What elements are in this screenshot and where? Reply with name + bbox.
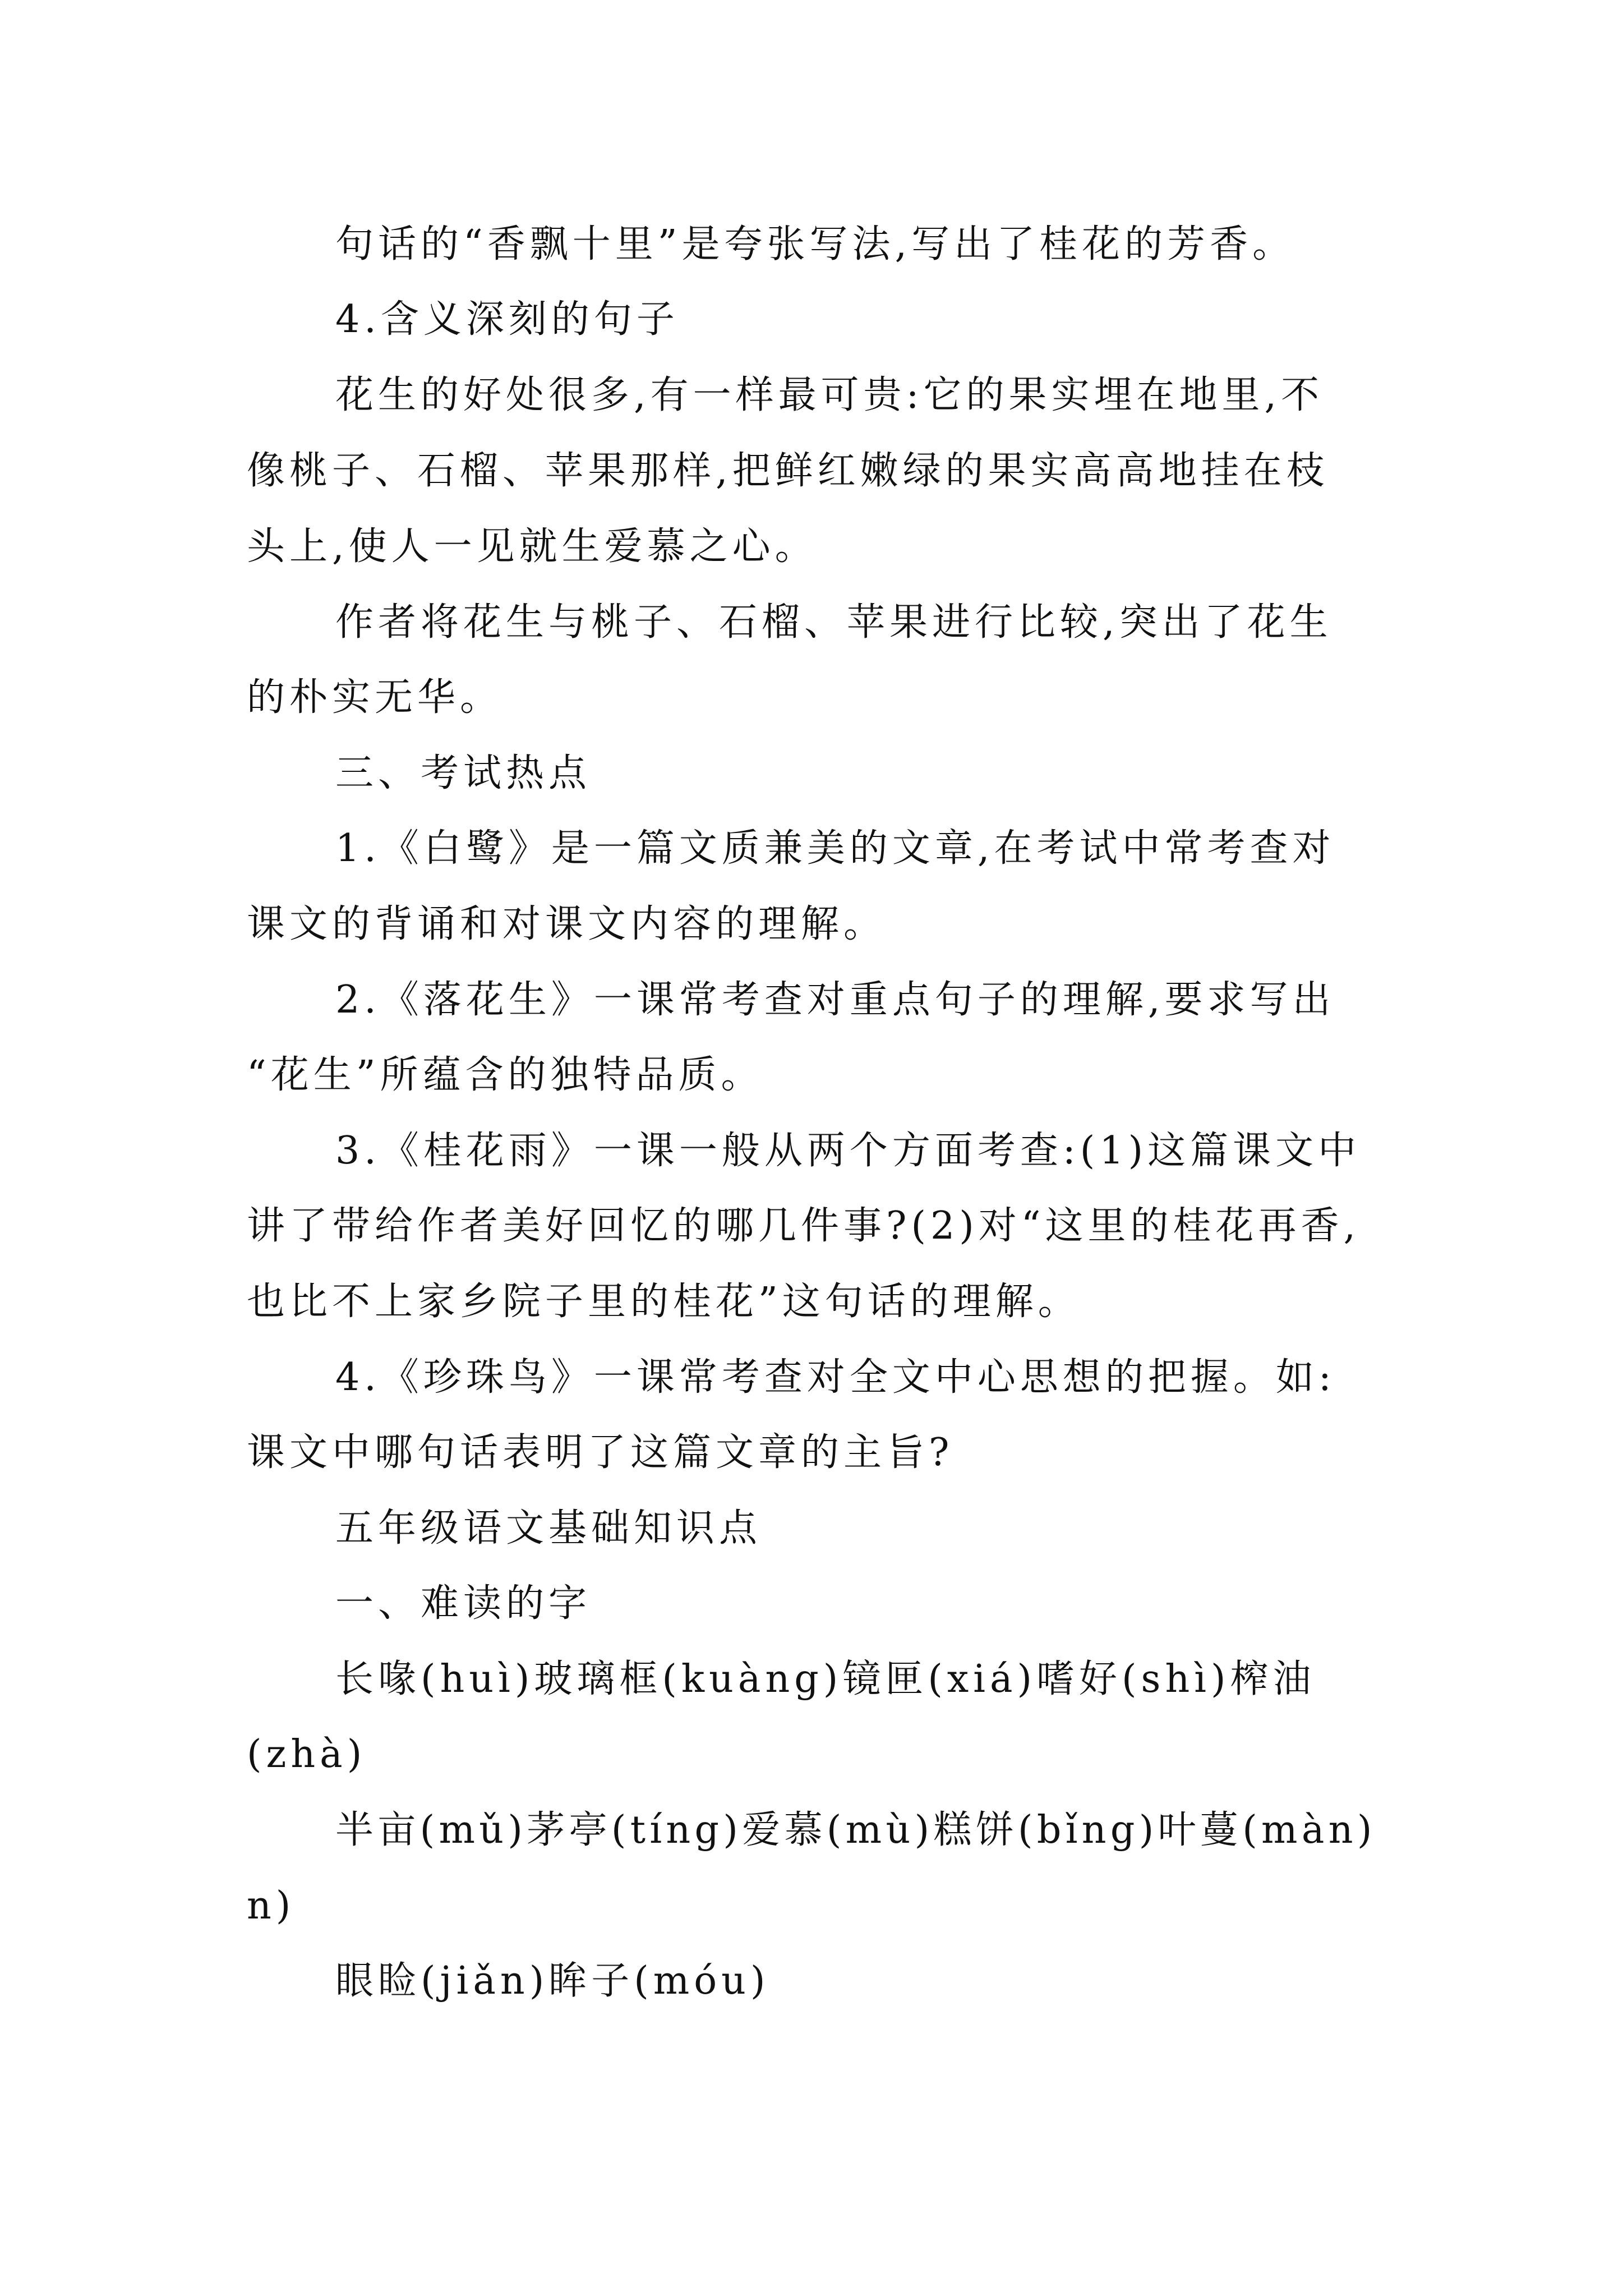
text-line: 课文的背诵和对课文内容的理解。 [247, 902, 887, 946]
text-line: 半亩(mǔ)茅亭(tíng)爱慕(mù)糕饼(bǐng)叶蔓(màn) [335, 1808, 1376, 1852]
text-line: 眼睑(jiǎn)眸子(móu) [335, 1959, 770, 2003]
text-line: n) [247, 1884, 296, 1928]
document-subtitle: 五年级语文基础知识点 [335, 1506, 762, 1550]
text-line: 3.《桂花雨》一课一般从两个方面考查:(1)这篇课文中 [335, 1129, 1361, 1173]
text-line: “花生”所蕴含的独特品质。 [247, 1053, 764, 1097]
text-line: 也比不上家乡院子里的桂花”这句话的理解。 [247, 1280, 1081, 1324]
text-line: 花生的好处很多,有一样最可贵:它的果实埋在地里,不 [335, 373, 1324, 417]
text-line: (zhà) [247, 1732, 367, 1777]
text-line: 4.含义深刻的句子 [335, 297, 679, 342]
section-heading: 三、考试热点 [335, 751, 592, 795]
text-line: 句话的“香飘十里”是夸张写法,写出了桂花的芳香。 [335, 222, 1295, 266]
text-line: 作者将花生与桃子、石榴、苹果进行比较,突出了花生 [335, 600, 1332, 645]
text-line: 2.《落花生》一课常考查对重点句子的理解,要求写出 [335, 978, 1335, 1022]
text-line: 像桃子、石榴、苹果那样,把鲜红嫩绿的果实高高地挂在枝 [247, 449, 1329, 493]
text-line: 1.《白鹭》是一篇文质兼美的文章,在考试中常考查对 [335, 826, 1335, 871]
text-line: 讲了带给作者美好回忆的哪几件事?(2)对“这里的桂花再香, [247, 1204, 1361, 1248]
section-heading: 一、难读的字 [335, 1581, 592, 1626]
text-line: 4.《珍珠鸟》一课常考查对全文中心思想的把握。如: [335, 1355, 1336, 1400]
text-line: 课文中哪句话表明了这篇文章的主旨? [247, 1430, 954, 1475]
text-line: 头上,使人一见就生爱慕之心。 [247, 524, 818, 569]
text-line: 长喙(huì)玻璃框(kuàng)镜匣(xiá)嗜好(shì)榨油 [335, 1657, 1316, 1701]
text-line: 的朴实无华。 [247, 675, 503, 720]
